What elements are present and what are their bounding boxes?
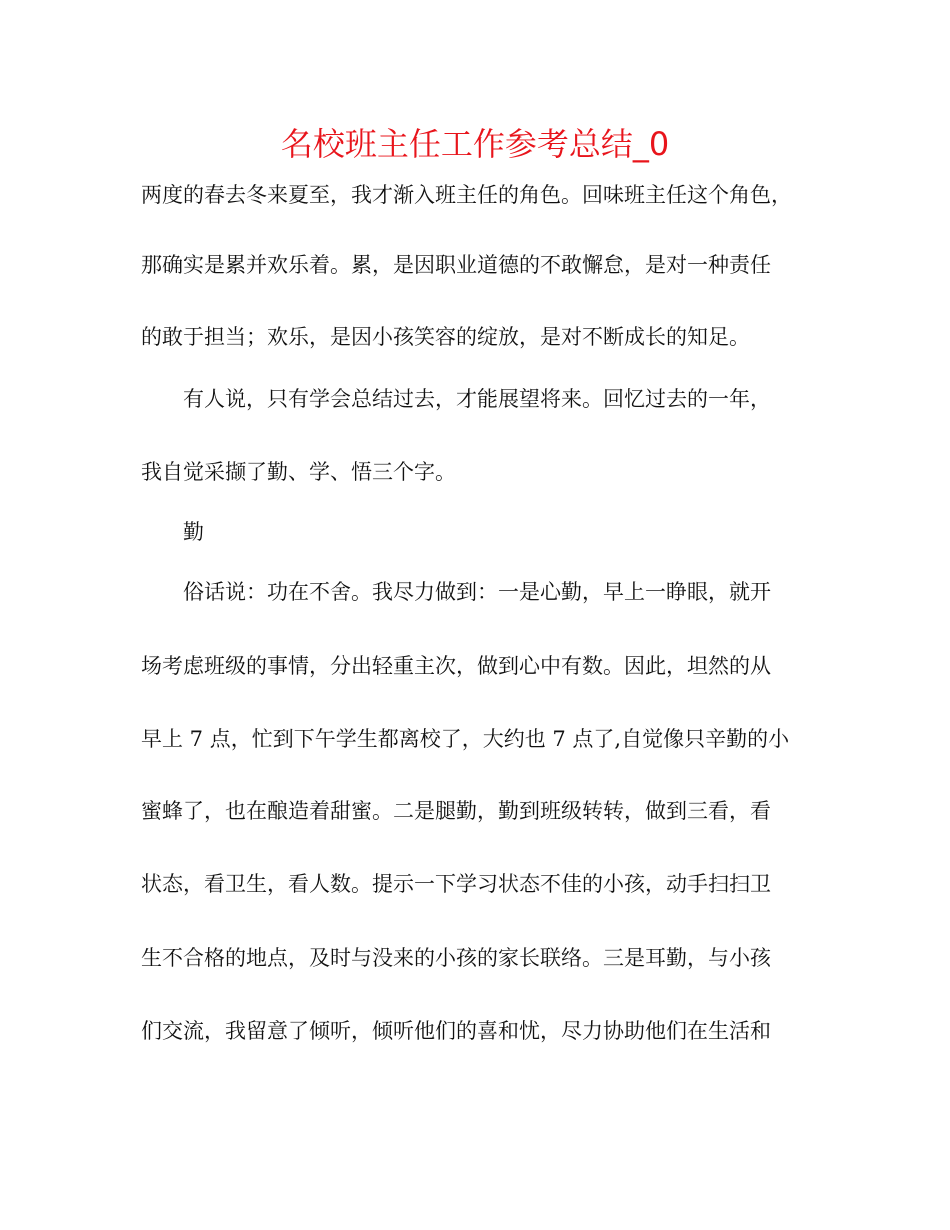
paragraph-line-7: 场考虑班级的事情，分出轻重主次，做到心中有数。因此，坦然的从 [141,654,771,678]
paragraph-line-10: 状态，看卫生，看人数。提示一下学习状态不佳的小孩，动手扫扫卫 [141,872,771,896]
paragraph-line-6: 俗话说：功在不舍。我尽力做到：一是心勤，早上一睁眼，就开 [183,580,771,604]
paragraph-line-5: 我自觉采撷了勤、学、悟三个字。 [141,460,456,484]
paragraph-line-4: 有人说，只有学会总结过去，才能展望将来。回忆过去的一年， [183,387,771,411]
paragraph-line-1: 两度的春去冬来夏至，我才渐入班主任的角色。回味班主任这个角色， [141,183,792,207]
document-title: 名校班主任工作参考总结_0 [280,125,670,163]
paragraph-line-2: 那确实是累并欢乐着。累，是因职业道德的不敢懈怠，是对一种责任 [141,253,771,277]
section-heading-qin: 勤 [183,520,204,544]
paragraph-line-8: 早上 7 点，忙到下午学生都离校了，大约也 7 点了,自觉像只辛勤的小 [141,727,790,751]
paragraph-line-12: 们交流，我留意了倾听，倾听他们的喜和忧，尽力协助他们在生活和 [141,1019,771,1043]
paragraph-line-3: 的敢于担当；欢乐，是因小孩笑容的绽放，是对不断成长的知足。 [141,325,750,349]
paragraph-line-11: 生不合格的地点，及时与没来的小孩的家长联络。三是耳勤，与小孩 [141,946,771,970]
paragraph-line-9: 蜜蜂了，也在酿造着甜蜜。二是腿勤，勤到班级转转，做到三看，看 [141,799,771,823]
